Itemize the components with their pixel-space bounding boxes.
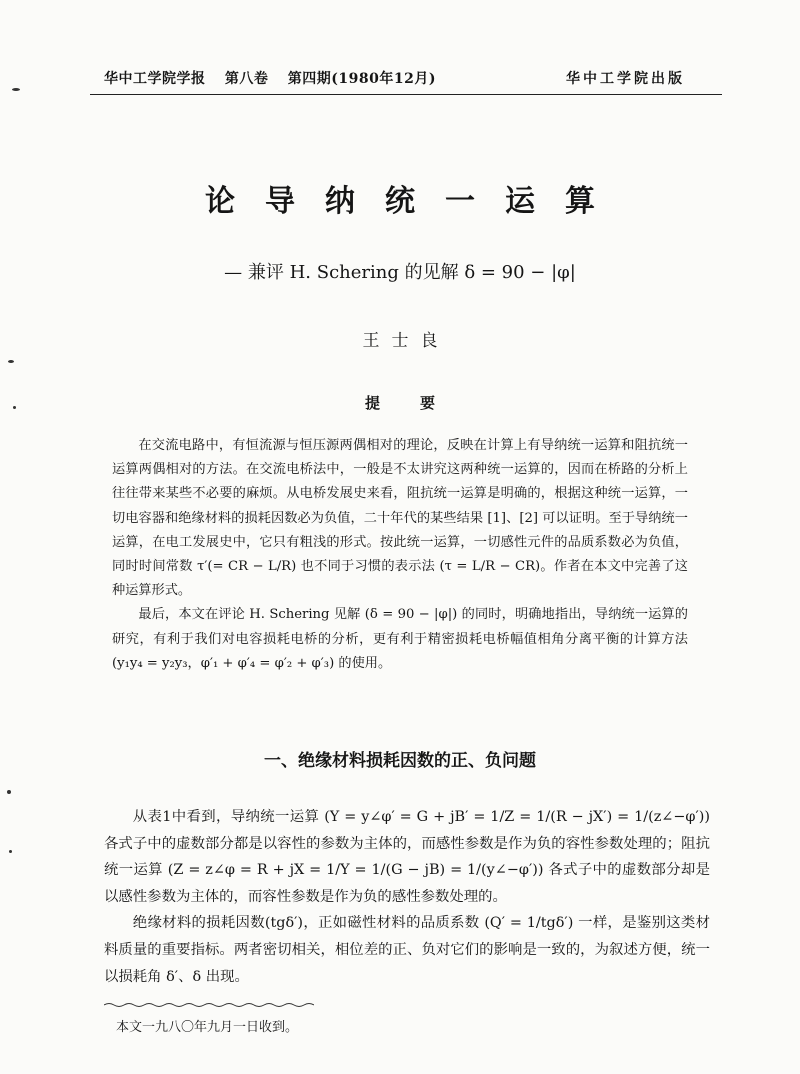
paper-subtitle: — 兼评 H. Schering 的见解 δ = 90 − |φ| xyxy=(224,262,576,283)
body-paragraph: 绝缘材料的损耗因数(tgδ′)，正如磁性材料的品质系数 (Q′ = 1/tgδ′) 一样，是鉴别这类材料质量的重要指标。两者密切相关，相位差的正、负对它们的影响是一致的，为叙述方便，统一以损耗角 δ′、δ 出现。 xyxy=(104,915,710,985)
body-paragraph: 从表1中看到，导纳统一运算 (Y = y∠φ′ = G + jB′ = 1/Z = 1/(R − jX′) = 1/(z∠−φ′)) 各式子中的虚数部分都是以容性的参数为主体的，而感性参数是作为负的容性参数处理的；阻抗统一运算 (Z = z∠φ = R + jX = 1/Y = 1/(G − jB) = 1/(y∠−φ′)) 各式子中的虚数部分却是以感性参数为主体的，而容性参数是作为负的感性参数处理的。 xyxy=(104,809,710,905)
abstract-paragraph: 在交流电路中，有恒流源与恒压源两偶相对的理论，反映在计算上有导纳统一运算和阻抗统一运算两偶相对的方法。在交流电桥法中，一般是不太讲究这两种统一运算的，因而在桥路的分析上往往带来某些不必要的麻烦。从电桥发展史来看，阻抗统一运算是明确的，根据这种统一运算，一切电容器和绝缘材料的损耗因数必为负值，二十年代的某些结果 [1]、[2] 可以证明。至于导纳统一运算，在电工发展史中，它只有粗浅的形式。按此统一运算，一切感性元件的品质系数必为负值，同时时间常数 τ′(= CR − L/R) 也不同于习惯的表示法 (τ = L/R − CR)。作者在本文中完善了这种运算形式。 xyxy=(112,438,688,599)
scan-speck xyxy=(12,88,20,91)
scan-speck xyxy=(7,790,11,794)
body-text xyxy=(104,804,710,990)
issue-label: 第四期(1980年12月) xyxy=(287,71,436,87)
scan-speck xyxy=(8,360,14,363)
abstract-heading: 提要 xyxy=(364,394,475,412)
abstract xyxy=(112,434,688,676)
paper-title: 论导纳统一运算 xyxy=(205,184,625,219)
section-heading: 一、绝缘材料损耗因数的正、负问题 xyxy=(264,751,536,771)
scan-speck xyxy=(13,406,16,409)
header-rule xyxy=(90,94,722,95)
author-name: 王士良 xyxy=(362,331,450,351)
journal-name: 华中工学院学报 xyxy=(104,71,206,87)
publisher-label: 华中工学院出版 xyxy=(566,71,685,87)
abstract-paragraph: 最后，本文在评论 H. Schering 见解 (δ = 90 − |φ|) 的同时，明确地指出，导纳统一运算的研究，有利于我们对电容损耗电桥的分析，更有利于精密损耗电桥幅值相角分离平衡的计算方法 (y₁y₄ = y₂y₃，φ′₁ + φ′₄ = φ′₂ + φ′₃) 的使用。 xyxy=(112,607,688,671)
footnote-divider xyxy=(104,1002,314,1008)
footnote: 本文一九八〇年九月一日收到。 xyxy=(116,1020,299,1035)
running-header xyxy=(104,68,450,88)
scan-speck xyxy=(9,850,12,853)
volume-label: 第八卷 xyxy=(224,71,269,87)
